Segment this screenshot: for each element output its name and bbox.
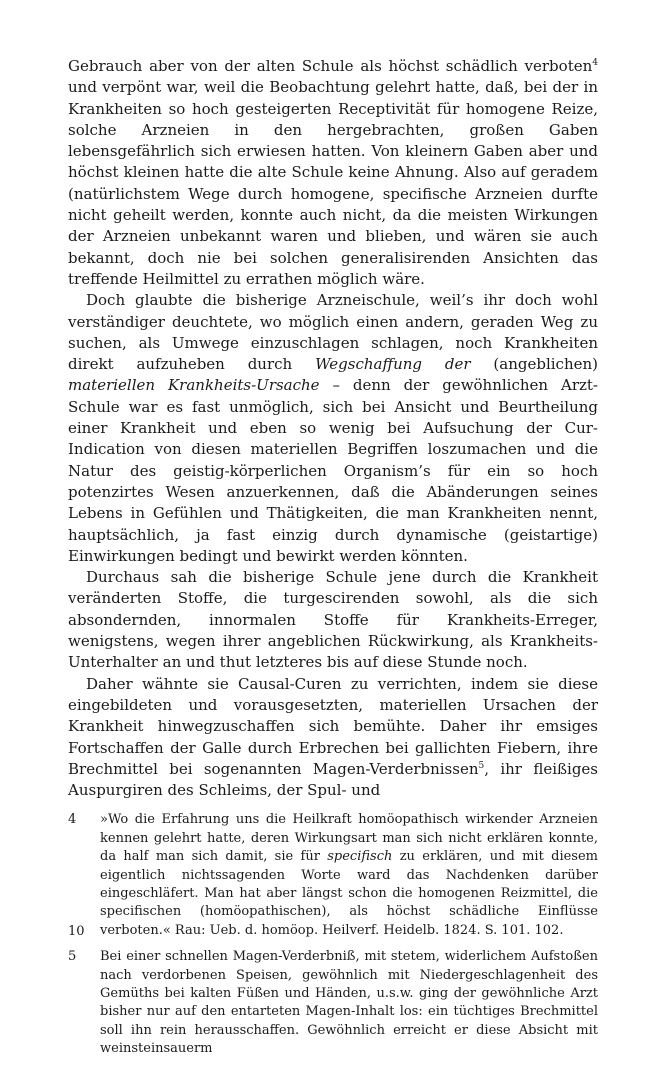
footnote-4: [68, 811, 598, 940]
footnote-number: 4: [68, 812, 77, 828]
footnote-ref-5[interactable]: 5: [478, 760, 485, 771]
footnote-number: 5: [68, 949, 77, 965]
body-text: [68, 56, 598, 801]
footnote-text: »Wo die Erfahrung uns die Heilkraft homöopathisch wirkender Arzneien kennen gelehrt hatte, deren Wirkungsart man sich nicht erklären konnte, da half man sich damit, sie für specifisch zu erklären, und mit diesem eigentlich nichtssagenden Worte ward das Nachdenken darüber eingeschläfert. Man hat aber längst schon die homogenen Reizmittel, die specifischen (homöopathischen), als höchst schädliche Einflüsse verboten.« Rau: Ueb. d. homöop. Heilverf. Heidelb. 1824. S. 101. 102.: [100, 812, 598, 938]
footnote-text: Bei einer schnellen Magen-Verderbniß, mit stetem, widerlichem Aufstoßen nach verdorbenen Speisen, gewöhnlich mit Niedergeschlagenheit des Gemüths bei kalten Füßen und Händen, u.s.w. ging der gewöhnliche Arzt bisher nur auf den entarteten Magen-Inhalt los: ein tüchtiges Brechmittel soll ihn rein herausschaffen. Gewöhnlich erreicht er diese Absicht mit weinsteinsauerm: [100, 949, 598, 1057]
page-number: 10: [68, 924, 85, 939]
paragraph-2: Doch glaubte die bisherige Arzneischule, weil’s ihr doch wohl verständiger deuchtete, wo möglich einen andern, geraden Weg zu suchen, als Umwege einzuschlagen schlagen, noch Krankheiten direkt aufzuheben durch Wegschaffung der (angeblichen) materiellen Krankheits-Ursache – denn der gewöhnlichen Arzt-Schule war es fast unmöglich, sich bei Ansicht und Beurtheilung einer Krankheit und eben so wenig bei Aufsuchung der Cur-Indication von diesen materiellen Begriffen loszumachen und die Natur des geistig-körperlichen Organism’s für ein so hoch potenzirtes Wesen anzuerkennen, daß die Abänderungen seines Lebens in Gefühlen und Thätigkeiten, die man Krankheiten nennt, hauptsächlich, ja fast einzig durch dynamische (geistartige) Einwirkungen bedingt und bewirkt werden könnten.: [68, 291, 598, 565]
footnote-5: [68, 948, 598, 1058]
page-content: [68, 56, 598, 1067]
paragraph-4: Daher wähnte sie Causal-Curen zu verrichten, indem sie diese eingebildeten und vorausgesetzten, materiellen Ursachen der Krankheit hinwegzuschaffen sich bemühte. Daher ihr emsiges Fortschaffen der Galle durch Erbrechen bei gallichten Fiebern, ihre Brechmittel bei sogenannten Magen-Verderbnissen$^5$, ihr fleißiges Auspurgiren des Schleims, der Spul- und: [68, 674, 598, 800]
footnotes: [68, 811, 598, 1058]
paragraph-1: Gebrauch aber von der alten Schule als höchst schädlich verboten$^4$ und verpönt war, weil die Beobachtung gelehrt hatte, daß, bei der in Krankheiten so hoch gesteigerten Receptivität für homogene Reize, solche Arzneien in den hergebrachten, großen Gaben lebensgefährlich sich erwiesen hatten. Von kleinern Gaben aber und höchst kleinen hatte die alte Schule keine Ahnung. Also auf geradem (natürlichstem Wege durch homogene, specifische Arzneien durfte nicht geheilt werden, konnte auch nicht, da die meisten Wirkungen der Arzneien unbekannt waren und blieben, und wären sie auch bekannt, doch nie bei solchen generalisirenden Ansichten das treffende Heilmittel zu errathen möglich wäre.: [68, 57, 598, 288]
paragraph-3: Durchaus sah die bisherige Schule jene durch die Krankheit veränderten Stoffe, die turgescirenden sowohl, als die sich absondernden, innormalen Stoffe für Krankheits-Erreger, wenigstens, wegen ihrer angeblichen Rückwirkung, als Krankheits-Unterhalter an und thut letzteres bis auf diese Stunde noch.: [68, 568, 598, 672]
footnote-ref-4[interactable]: 4: [592, 58, 598, 68]
